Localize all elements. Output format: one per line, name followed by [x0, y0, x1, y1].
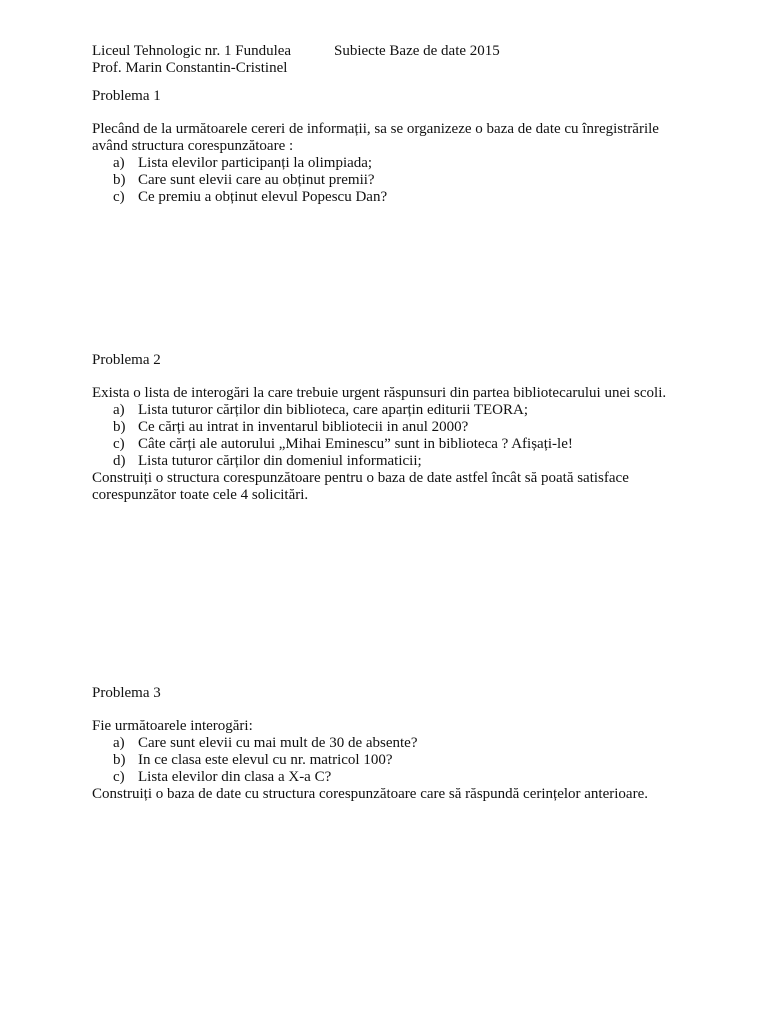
school-name: Liceul Tehnologic nr. 1 Fundulea [92, 43, 292, 59]
problem-3 [92, 685, 692, 702]
teacher-name: Prof. Marin Constantin-Cristinel [92, 60, 288, 76]
list-item: a) Lista elevilor participanți la olimpiada; [113, 155, 373, 171]
list-item: a) Care sunt elevii cu mai mult de 30 de absente? [113, 735, 418, 751]
problem-intro: Plecând de la următoarele cereri de informații, sa se organizeze o baza de date cu înregistrările având structura corespunzătoare : [92, 121, 659, 154]
list-item: b) Care sunt elevii care au obținut premii? [113, 172, 375, 188]
problem-2-body [92, 385, 677, 504]
question-list [92, 155, 672, 206]
problem-title: Problema 3 [92, 685, 161, 701]
list-item: a) Lista tuturor cărților din biblioteca, care aparțin editurii TEORA; [113, 402, 529, 418]
list-item: c) Câte cărți ale autorului „Mihai Eminescu” sunt in biblioteca ? Afișați-le! [113, 436, 573, 452]
problem-1 [92, 88, 692, 105]
document-subject: Subiecte Baze de date 2015 [334, 43, 500, 59]
list-item: d) Lista tuturor cărților din domeniul informaticii; [113, 453, 422, 469]
question-list [92, 402, 677, 470]
problem-1-body [92, 121, 672, 206]
list-item: c) Lista elevilor din clasa a X-a C? [113, 769, 332, 785]
list-item: b) In ce clasa este elevul cu nr. matricol 100? [113, 752, 393, 768]
problem-3-body [92, 718, 702, 803]
problem-2 [92, 352, 692, 369]
problem-outro: Construiți o baza de date cu structura corespunzătoare care să răspundă cerințelor anterioare. [92, 786, 648, 802]
problem-intro: Fie următoarele interogări: [92, 718, 253, 734]
list-item: b) Ce cărți au intrat in inventarul bibliotecii in anul 2000? [113, 419, 469, 435]
problem-outro: Construiți o structura corespunzătoare pentru o baza de date astfel încât să poată satisface corespunzător toate cele 4 solicitări. [92, 470, 629, 503]
problem-title: Problema 1 [92, 88, 161, 104]
list-item: c) Ce premiu a obținut elevul Popescu Dan? [113, 189, 388, 205]
problem-title: Problema 2 [92, 352, 161, 368]
question-list [92, 735, 702, 786]
problem-intro: Exista o lista de interogări la care trebuie urgent răspunsuri din partea bibliotecarului unei scoli. [92, 385, 667, 401]
